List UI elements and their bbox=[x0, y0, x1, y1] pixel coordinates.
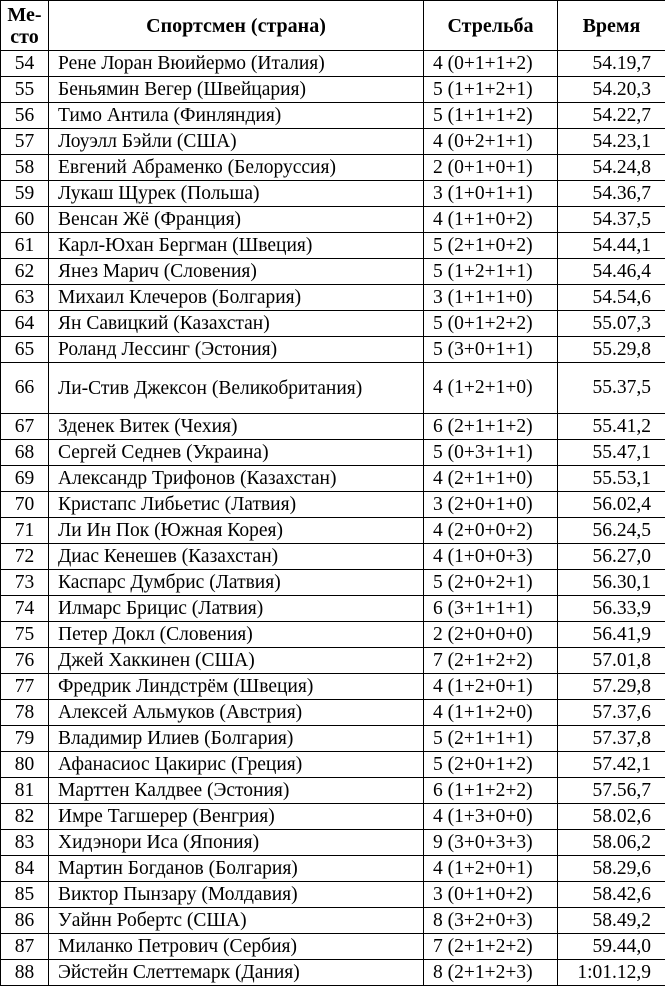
table-row bbox=[1, 778, 665, 804]
cell-shooting: 4 (0+2+1+1) bbox=[424, 129, 558, 155]
cell-place: 68 bbox=[1, 440, 49, 466]
cell-time: 54.46,4 bbox=[558, 259, 665, 285]
cell-place: 63 bbox=[1, 285, 49, 311]
cell-shooting: 8 (3+2+0+3) bbox=[424, 908, 558, 934]
cell-place: 81 bbox=[1, 778, 49, 804]
cell-shooting: 5 (1+2+1+1) bbox=[424, 259, 558, 285]
cell-athlete: Лукаш Щурек (Польша) bbox=[49, 181, 424, 207]
cell-place: 56 bbox=[1, 103, 49, 129]
cell-time: 54.54,6 bbox=[558, 285, 665, 311]
cell-shooting: 8 (2+1+2+3) bbox=[424, 960, 558, 986]
cell-time: 56.24,5 bbox=[558, 518, 665, 544]
cell-shooting: 3 (2+0+1+0) bbox=[424, 492, 558, 518]
cell-shooting: 5 (2+0+2+1) bbox=[424, 570, 558, 596]
cell-shooting: 4 (1+3+0+0) bbox=[424, 804, 558, 830]
cell-shooting: 5 (1+1+2+1) bbox=[424, 77, 558, 103]
table-row bbox=[1, 311, 665, 337]
cell-shooting: 2 (2+0+0+0) bbox=[424, 622, 558, 648]
cell-shooting: 4 (0+1+1+2) bbox=[424, 51, 558, 77]
cell-shooting: 4 (1+1+0+2) bbox=[424, 207, 558, 233]
cell-athlete: Рене Лоран Вюийермо (Италия) bbox=[49, 51, 424, 77]
cell-shooting: 9 (3+0+3+3) bbox=[424, 830, 558, 856]
cell-shooting: 4 (1+2+1+0) bbox=[424, 363, 558, 414]
cell-shooting: 6 (2+1+1+2) bbox=[424, 414, 558, 440]
cell-place: 79 bbox=[1, 726, 49, 752]
table-row bbox=[1, 830, 665, 856]
cell-athlete: Имре Тагшерер (Венгрия) bbox=[49, 804, 424, 830]
cell-shooting: 5 (2+1+1+1) bbox=[424, 726, 558, 752]
cell-athlete: Владимир Илиев (Болгария) bbox=[49, 726, 424, 752]
table-row bbox=[1, 363, 665, 414]
table-row bbox=[1, 181, 665, 207]
cell-time: 55.53,1 bbox=[558, 466, 665, 492]
table-row bbox=[1, 700, 665, 726]
table-row bbox=[1, 674, 665, 700]
cell-place: 73 bbox=[1, 570, 49, 596]
cell-athlete: Тимо Антила (Финляндия) bbox=[49, 103, 424, 129]
cell-time: 56.41,9 bbox=[558, 622, 665, 648]
cell-time: 55.37,5 bbox=[558, 363, 665, 414]
table-row bbox=[1, 518, 665, 544]
cell-athlete: Ли-Стив Джексон (Великобритания) bbox=[49, 363, 424, 414]
cell-place: 87 bbox=[1, 934, 49, 960]
cell-shooting: 2 (0+1+0+1) bbox=[424, 155, 558, 181]
table-row bbox=[1, 804, 665, 830]
cell-time: 56.30,1 bbox=[558, 570, 665, 596]
cell-shooting: 3 (1+0+1+1) bbox=[424, 181, 558, 207]
cell-time: 57.29,8 bbox=[558, 674, 665, 700]
cell-athlete: Роланд Лессинг (Эстония) bbox=[49, 337, 424, 363]
cell-time: 58.02,6 bbox=[558, 804, 665, 830]
cell-place: 59 bbox=[1, 181, 49, 207]
cell-time: 1:01.12,9 bbox=[558, 960, 665, 986]
cell-place: 88 bbox=[1, 960, 49, 986]
cell-athlete: Джей Хаккинен (США) bbox=[49, 648, 424, 674]
cell-athlete: Лоуэлл Бэйли (США) bbox=[49, 129, 424, 155]
table-row bbox=[1, 882, 665, 908]
cell-athlete: Уайнн Робертс (США) bbox=[49, 908, 424, 934]
table-row bbox=[1, 752, 665, 778]
table-row bbox=[1, 155, 665, 181]
cell-shooting: 4 (1+2+0+1) bbox=[424, 856, 558, 882]
cell-shooting: 5 (1+1+1+2) bbox=[424, 103, 558, 129]
cell-time: 55.07,3 bbox=[558, 311, 665, 337]
cell-time: 55.29,8 bbox=[558, 337, 665, 363]
cell-time: 54.36,7 bbox=[558, 181, 665, 207]
header-shooting: Стрельба bbox=[424, 1, 558, 51]
table-row bbox=[1, 726, 665, 752]
cell-shooting: 4 (2+1+1+0) bbox=[424, 466, 558, 492]
cell-place: 67 bbox=[1, 414, 49, 440]
cell-time: 56.33,9 bbox=[558, 596, 665, 622]
table-row bbox=[1, 129, 665, 155]
cell-place: 54 bbox=[1, 51, 49, 77]
cell-athlete: Виктор Пынзару (Молдавия) bbox=[49, 882, 424, 908]
header-place: Ме-сто bbox=[1, 1, 49, 51]
cell-place: 72 bbox=[1, 544, 49, 570]
table-row bbox=[1, 622, 665, 648]
cell-time: 59.44,0 bbox=[558, 934, 665, 960]
table-row bbox=[1, 960, 665, 986]
cell-shooting: 5 (0+1+2+2) bbox=[424, 311, 558, 337]
cell-athlete: Каспарс Думбрис (Латвия) bbox=[49, 570, 424, 596]
cell-place: 58 bbox=[1, 155, 49, 181]
cell-time: 56.02,4 bbox=[558, 492, 665, 518]
cell-time: 58.29,6 bbox=[558, 856, 665, 882]
cell-shooting: 7 (2+1+2+2) bbox=[424, 934, 558, 960]
table-row bbox=[1, 648, 665, 674]
cell-shooting: 5 (0+3+1+1) bbox=[424, 440, 558, 466]
cell-time: 57.42,1 bbox=[558, 752, 665, 778]
cell-time: 54.24,8 bbox=[558, 155, 665, 181]
cell-time: 56.27,0 bbox=[558, 544, 665, 570]
cell-athlete: Эйстейн Слеттемарк (Дания) bbox=[49, 960, 424, 986]
cell-shooting: 4 (1+0+0+3) bbox=[424, 544, 558, 570]
cell-shooting: 7 (2+1+2+2) bbox=[424, 648, 558, 674]
cell-athlete: Янез Марич (Словения) bbox=[49, 259, 424, 285]
table-row bbox=[1, 544, 665, 570]
cell-place: 82 bbox=[1, 804, 49, 830]
cell-shooting: 3 (1+1+1+0) bbox=[424, 285, 558, 311]
cell-athlete: Илмарс Брицис (Латвия) bbox=[49, 596, 424, 622]
cell-place: 78 bbox=[1, 700, 49, 726]
cell-shooting: 4 (1+1+2+0) bbox=[424, 700, 558, 726]
cell-athlete: Сергей Седнев (Украина) bbox=[49, 440, 424, 466]
cell-time: 57.01,8 bbox=[558, 648, 665, 674]
cell-time: 54.37,5 bbox=[558, 207, 665, 233]
cell-place: 65 bbox=[1, 337, 49, 363]
cell-place: 83 bbox=[1, 830, 49, 856]
cell-place: 55 bbox=[1, 77, 49, 103]
cell-athlete: Мартин Богданов (Болгария) bbox=[49, 856, 424, 882]
cell-place: 76 bbox=[1, 648, 49, 674]
table-row bbox=[1, 908, 665, 934]
table-row bbox=[1, 233, 665, 259]
header-row bbox=[1, 1, 665, 51]
table-row bbox=[1, 934, 665, 960]
cell-athlete: Ли Ин Пок (Южная Корея) bbox=[49, 518, 424, 544]
cell-place: 80 bbox=[1, 752, 49, 778]
table-row bbox=[1, 596, 665, 622]
cell-athlete: Диас Кенешев (Казахстан) bbox=[49, 544, 424, 570]
cell-place: 74 bbox=[1, 596, 49, 622]
cell-shooting: 5 (2+0+1+2) bbox=[424, 752, 558, 778]
cell-place: 71 bbox=[1, 518, 49, 544]
cell-place: 64 bbox=[1, 311, 49, 337]
cell-athlete: Ян Савицкий (Казахстан) bbox=[49, 311, 424, 337]
cell-athlete: Михаил Клечеров (Болгария) bbox=[49, 285, 424, 311]
header-time: Время bbox=[558, 1, 665, 51]
cell-time: 58.42,6 bbox=[558, 882, 665, 908]
cell-place: 60 bbox=[1, 207, 49, 233]
table-row bbox=[1, 440, 665, 466]
table-row bbox=[1, 856, 665, 882]
cell-place: 69 bbox=[1, 466, 49, 492]
table-row bbox=[1, 51, 665, 77]
cell-athlete: Венсан Жё (Франция) bbox=[49, 207, 424, 233]
cell-time: 58.06,2 bbox=[558, 830, 665, 856]
cell-shooting: 4 (1+2+0+1) bbox=[424, 674, 558, 700]
cell-time: 54.19,7 bbox=[558, 51, 665, 77]
cell-athlete: Фредрик Линдстрём (Швеция) bbox=[49, 674, 424, 700]
table-row bbox=[1, 337, 665, 363]
table-row bbox=[1, 570, 665, 596]
cell-place: 62 bbox=[1, 259, 49, 285]
cell-place: 70 bbox=[1, 492, 49, 518]
table-body bbox=[1, 51, 665, 986]
cell-time: 54.20,3 bbox=[558, 77, 665, 103]
cell-athlete: Хидэнори Иса (Япония) bbox=[49, 830, 424, 856]
cell-place: 84 bbox=[1, 856, 49, 882]
table-row bbox=[1, 259, 665, 285]
header-athlete: Спортсмен (страна) bbox=[49, 1, 424, 51]
cell-time: 54.44,1 bbox=[558, 233, 665, 259]
cell-place: 61 bbox=[1, 233, 49, 259]
cell-athlete: Зденек Витек (Чехия) bbox=[49, 414, 424, 440]
cell-athlete: Беньямин Вегер (Швейцария) bbox=[49, 77, 424, 103]
cell-athlete: Алексей Альмуков (Австрия) bbox=[49, 700, 424, 726]
cell-time: 57.37,8 bbox=[558, 726, 665, 752]
cell-shooting: 3 (0+1+0+2) bbox=[424, 882, 558, 908]
table-row bbox=[1, 466, 665, 492]
cell-time: 55.47,1 bbox=[558, 440, 665, 466]
cell-place: 75 bbox=[1, 622, 49, 648]
cell-athlete: Карл-Юхан Бергман (Швеция) bbox=[49, 233, 424, 259]
table-row bbox=[1, 285, 665, 311]
cell-time: 54.22,7 bbox=[558, 103, 665, 129]
cell-time: 55.41,2 bbox=[558, 414, 665, 440]
cell-athlete: Кристапс Либьетис (Латвия) bbox=[49, 492, 424, 518]
cell-place: 66 bbox=[1, 363, 49, 414]
cell-shooting: 6 (1+1+2+2) bbox=[424, 778, 558, 804]
cell-athlete: Александр Трифонов (Казахстан) bbox=[49, 466, 424, 492]
cell-place: 77 bbox=[1, 674, 49, 700]
cell-athlete: Петер Докл (Словения) bbox=[49, 622, 424, 648]
cell-shooting: 5 (3+0+1+1) bbox=[424, 337, 558, 363]
table-row bbox=[1, 77, 665, 103]
cell-athlete: Марттен Калдвее (Эстония) bbox=[49, 778, 424, 804]
cell-place: 57 bbox=[1, 129, 49, 155]
cell-shooting: 4 (2+0+0+2) bbox=[424, 518, 558, 544]
cell-place: 86 bbox=[1, 908, 49, 934]
table-row bbox=[1, 414, 665, 440]
table-row bbox=[1, 103, 665, 129]
cell-time: 57.37,6 bbox=[558, 700, 665, 726]
cell-time: 58.49,2 bbox=[558, 908, 665, 934]
cell-athlete: Афанасиос Цакирис (Греция) bbox=[49, 752, 424, 778]
cell-time: 57.56,7 bbox=[558, 778, 665, 804]
cell-shooting: 5 (2+1+0+2) bbox=[424, 233, 558, 259]
cell-place: 85 bbox=[1, 882, 49, 908]
cell-shooting: 6 (3+1+1+1) bbox=[424, 596, 558, 622]
cell-athlete: Евгений Абраменко (Белоруссия) bbox=[49, 155, 424, 181]
cell-athlete: Миланко Петрович (Сербия) bbox=[49, 934, 424, 960]
table-row bbox=[1, 207, 665, 233]
cell-time: 54.23,1 bbox=[558, 129, 665, 155]
table-row bbox=[1, 492, 665, 518]
